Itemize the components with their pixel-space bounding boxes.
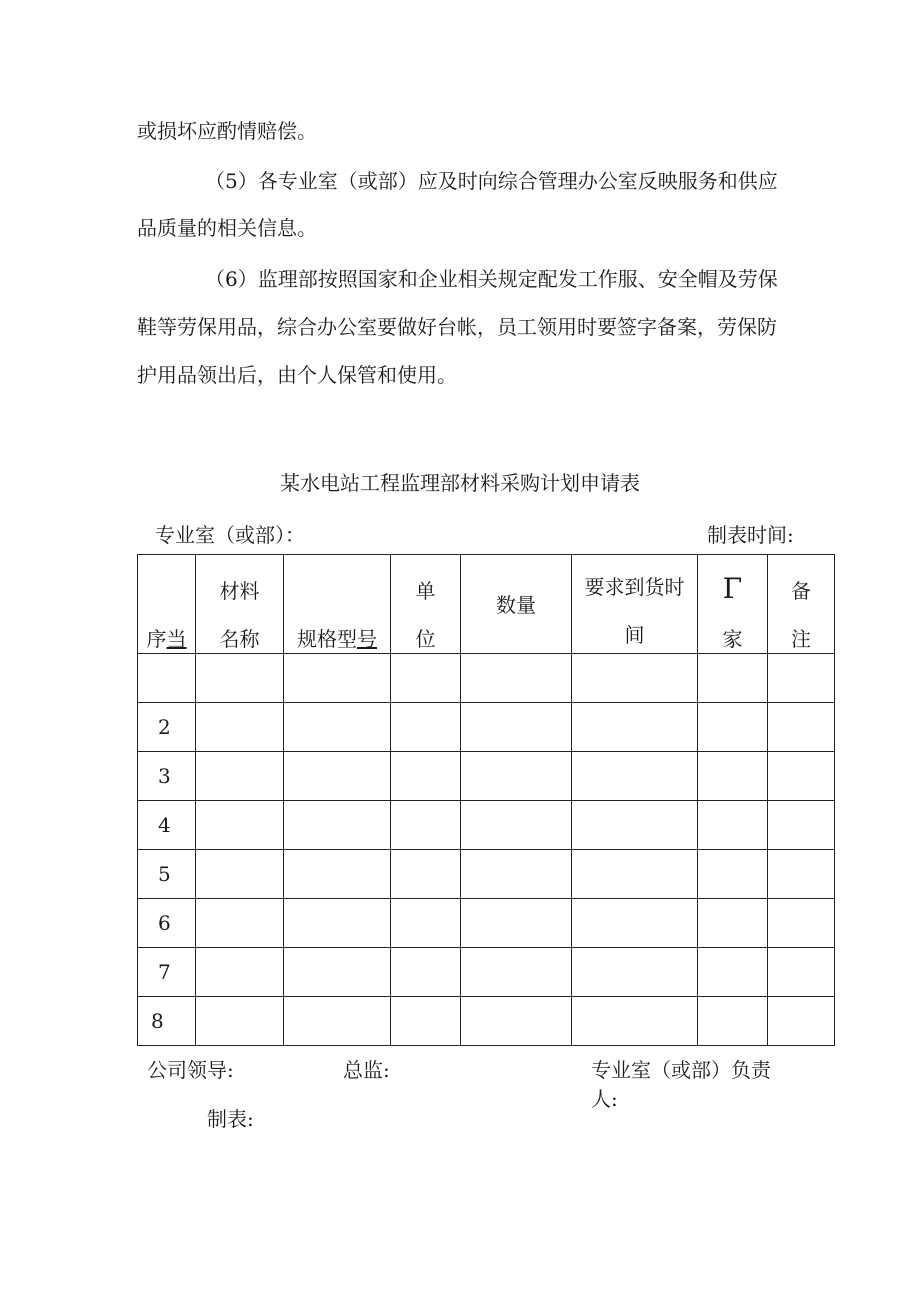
- paragraph-line: 或损坏应酌情赔偿。: [137, 119, 317, 143]
- cell-material[interactable]: [196, 850, 284, 899]
- cell-delivery[interactable]: [572, 654, 698, 703]
- cell-spec[interactable]: [284, 850, 391, 899]
- cell-remark[interactable]: [768, 899, 835, 948]
- header-vendor-line2: 家: [722, 627, 743, 651]
- header-seq: [138, 555, 196, 654]
- paragraph-line: 鞋等劳保用品，综合办公室要做好台帐，员工领用时要签字备案，劳保防: [137, 315, 777, 339]
- table-row: [138, 850, 835, 899]
- row-number: 4: [138, 801, 196, 850]
- cell-remark[interactable]: [768, 752, 835, 801]
- header-material-name: [196, 555, 284, 654]
- chief-supervisor-label: 总监:: [343, 1058, 390, 1082]
- header-delivery-line1: 要求到货时: [584, 575, 685, 599]
- cell-spec[interactable]: [284, 997, 391, 1046]
- cell-quantity[interactable]: [461, 654, 572, 703]
- header-quantity: [461, 555, 572, 654]
- header-seq-text: 序: [146, 627, 167, 651]
- cell-material[interactable]: [196, 654, 284, 703]
- cell-spec[interactable]: [284, 801, 391, 850]
- cell-remark[interactable]: [768, 654, 835, 703]
- header-unit: [391, 555, 461, 654]
- cell-vendor[interactable]: [698, 948, 768, 997]
- cell-delivery[interactable]: [572, 703, 698, 752]
- row-number: 8: [138, 997, 196, 1046]
- cell-quantity[interactable]: [461, 752, 572, 801]
- cell-delivery[interactable]: [572, 850, 698, 899]
- table-row: [138, 899, 835, 948]
- cell-quantity[interactable]: [461, 850, 572, 899]
- paragraph-line: （6）监理部按照国家和企业相关规定配发工作服、安全帽及劳保: [205, 267, 778, 291]
- header-vendor-line1: Γ: [722, 572, 743, 605]
- header-spec-text-underlined: 号: [357, 627, 377, 651]
- cell-remark[interactable]: [768, 850, 835, 899]
- cell-remark[interactable]: [768, 801, 835, 850]
- header-quantity-text: 数量: [496, 593, 536, 617]
- header-remark-line2: 注: [791, 627, 811, 651]
- header-spec-model: [284, 555, 391, 654]
- form-title: 某水电站工程监理部材料采购计划申请表: [280, 471, 640, 495]
- cell-unit[interactable]: [391, 654, 461, 703]
- cell-vendor[interactable]: [698, 899, 768, 948]
- cell-material[interactable]: [196, 997, 284, 1046]
- cell-unit[interactable]: [391, 997, 461, 1046]
- cell-spec[interactable]: [284, 948, 391, 997]
- row-number: [138, 654, 196, 703]
- cell-unit[interactable]: [391, 850, 461, 899]
- cell-vendor[interactable]: [698, 850, 768, 899]
- company-leader-label: 公司领导:: [147, 1058, 234, 1082]
- cell-material[interactable]: [196, 899, 284, 948]
- table-row: [138, 801, 835, 850]
- table-row: [138, 948, 835, 997]
- purchase-plan-table: [137, 554, 835, 1046]
- header-delivery-time: [572, 555, 698, 654]
- dept-head-label-line2: 人:: [591, 1087, 618, 1111]
- header-seq-text-underlined: 当: [166, 627, 187, 651]
- cell-unit[interactable]: [391, 801, 461, 850]
- cell-vendor[interactable]: [698, 703, 768, 752]
- cell-quantity[interactable]: [461, 899, 572, 948]
- cell-vendor[interactable]: [698, 654, 768, 703]
- paragraph-line: 品质量的相关信息。: [137, 216, 317, 240]
- cell-delivery[interactable]: [572, 948, 698, 997]
- cell-spec[interactable]: [284, 752, 391, 801]
- cell-material[interactable]: [196, 703, 284, 752]
- table-row: [138, 654, 835, 703]
- header-unit-line1: 单: [415, 579, 436, 603]
- header-material-line1: 材料: [219, 579, 260, 603]
- cell-quantity[interactable]: [461, 948, 572, 997]
- cell-delivery[interactable]: [572, 899, 698, 948]
- paragraph-line: （5）各专业室（或部）应及时向综合管理办公室反映服务和供应: [205, 169, 778, 193]
- time-label: 制表时间:: [707, 523, 794, 547]
- cell-vendor[interactable]: [698, 752, 768, 801]
- paragraph-line: 护用品领出后，由个人保管和使用。: [137, 363, 457, 387]
- table-row: [138, 752, 835, 801]
- cell-unit[interactable]: [391, 948, 461, 997]
- prepared-by-label: 制表:: [207, 1107, 254, 1131]
- header-material-line2: 名称: [219, 627, 260, 651]
- cell-remark[interactable]: [768, 997, 835, 1046]
- row-number: 7: [138, 948, 196, 997]
- row-number: 6: [138, 899, 196, 948]
- cell-delivery[interactable]: [572, 752, 698, 801]
- cell-material[interactable]: [196, 752, 284, 801]
- cell-delivery[interactable]: [572, 997, 698, 1046]
- cell-quantity[interactable]: [461, 801, 572, 850]
- cell-remark[interactable]: [768, 703, 835, 752]
- cell-remark[interactable]: [768, 948, 835, 997]
- header-remark: [768, 555, 835, 654]
- cell-spec[interactable]: [284, 654, 391, 703]
- header-delivery-line2: 间: [624, 623, 645, 647]
- cell-vendor[interactable]: [698, 997, 768, 1046]
- table-row: [138, 703, 835, 752]
- header-vendor: [698, 555, 768, 654]
- cell-spec[interactable]: [284, 899, 391, 948]
- header-remark-line1: 备: [791, 579, 811, 603]
- cell-quantity[interactable]: [461, 997, 572, 1046]
- table-row: [138, 997, 835, 1046]
- table-header-row: [138, 555, 835, 654]
- header-spec-text: 规格型: [297, 627, 357, 651]
- cell-unit[interactable]: [391, 703, 461, 752]
- row-number: 2: [138, 703, 196, 752]
- cell-unit[interactable]: [391, 899, 461, 948]
- dept-label: 专业室（或部）：: [155, 523, 305, 547]
- dept-head-label-line1: 专业室（或部）负责: [591, 1058, 771, 1082]
- cell-vendor[interactable]: [698, 801, 768, 850]
- cell-delivery[interactable]: [572, 801, 698, 850]
- row-number: 3: [138, 752, 196, 801]
- row-number: 5: [138, 850, 196, 899]
- cell-unit[interactable]: [391, 752, 461, 801]
- cell-quantity[interactable]: [461, 703, 572, 752]
- cell-material[interactable]: [196, 948, 284, 997]
- cell-spec[interactable]: [284, 703, 391, 752]
- header-unit-line2: 位: [415, 627, 436, 651]
- cell-material[interactable]: [196, 801, 284, 850]
